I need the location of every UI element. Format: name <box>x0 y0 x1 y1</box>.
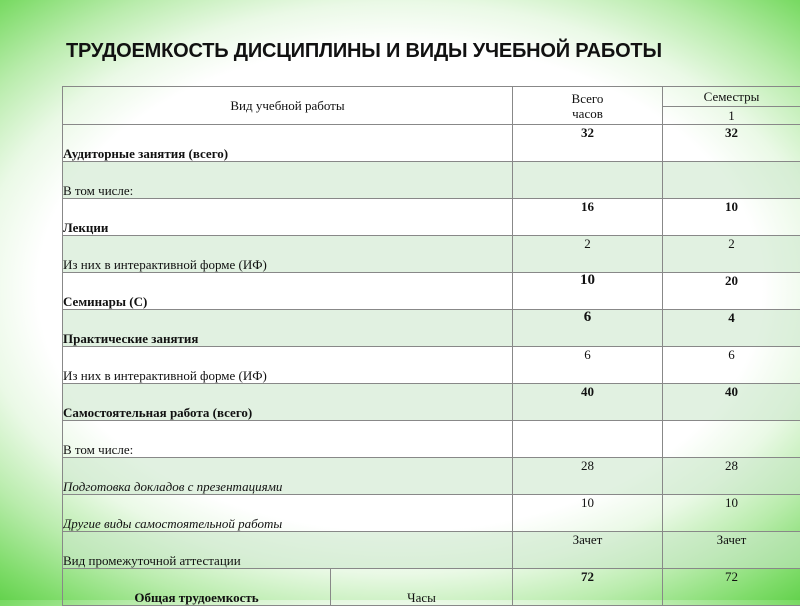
row-label: Лекции <box>63 199 513 236</box>
row-label: Практические занятия <box>63 310 513 347</box>
row-total: Зачет <box>513 532 663 569</box>
header-semesters: Семестры <box>663 87 800 107</box>
footer-label: Общая трудоемкость <box>63 569 331 606</box>
row-semester-1: 10 <box>663 495 800 532</box>
row-total: 6 <box>513 347 663 384</box>
row-total: 28 <box>513 458 663 495</box>
row-label: Из них в интерактивной форме (ИФ) <box>63 236 513 273</box>
row-total: 6 <box>513 310 663 347</box>
row-semester-1: 32 <box>663 125 800 162</box>
row-semester-1: 20 <box>663 273 800 310</box>
table-row <box>63 310 800 347</box>
row-label: В том числе: <box>63 162 513 199</box>
table-row <box>63 125 800 162</box>
row-semester-1: 2 <box>663 236 800 273</box>
row-semester-1: Зачет <box>663 532 800 569</box>
table-row <box>63 236 800 273</box>
row-total <box>513 421 663 458</box>
table-row <box>63 495 800 532</box>
table-row <box>63 458 800 495</box>
row-semester-1: 10 <box>663 199 800 236</box>
table-row <box>63 347 800 384</box>
footer-unit: Часы <box>331 569 513 606</box>
row-total: 2 <box>513 236 663 273</box>
row-total <box>513 162 663 199</box>
row-label: Вид промежуточной аттестации <box>63 532 513 569</box>
row-semester-1: 6 <box>663 347 800 384</box>
footer-semester-1: 72 <box>663 569 800 606</box>
row-label: Аудиторные занятия (всего) <box>63 125 513 162</box>
table-row <box>63 162 800 199</box>
table-row <box>63 384 800 421</box>
row-semester-1: 28 <box>663 458 800 495</box>
header-type-of-work: Вид учебной работы <box>63 87 513 125</box>
table-row <box>63 532 800 569</box>
table-row <box>63 273 800 310</box>
row-semester-1 <box>663 421 800 458</box>
row-total: 10 <box>513 495 663 532</box>
row-label: Из них в интерактивной форме (ИФ) <box>63 347 513 384</box>
workload-table <box>62 86 800 606</box>
table-row <box>63 421 800 458</box>
row-semester-1 <box>663 162 800 199</box>
table-row <box>63 199 800 236</box>
header-total-hours: Всего часов <box>513 87 663 125</box>
row-total: 16 <box>513 199 663 236</box>
row-label: Другие виды самостоятельной работы <box>63 495 513 532</box>
row-label: В том числе: <box>63 421 513 458</box>
row-total: 10 <box>513 273 663 310</box>
footer-total: 72 <box>513 569 663 606</box>
header-semester-1: 1 <box>663 107 800 125</box>
row-label: Семинары (С) <box>63 273 513 310</box>
row-semester-1: 4 <box>663 310 800 347</box>
slide-title: ТРУДОЕМКОСТЬ ДИСЦИПЛИНЫ И ВИДЫ УЧЕБНОЙ РАБОТЫ <box>66 40 662 63</box>
row-total: 40 <box>513 384 663 421</box>
row-semester-1: 40 <box>663 384 800 421</box>
row-label: Самостоятельная работа (всего) <box>63 384 513 421</box>
row-label: Подготовка докладов с презентациями <box>63 458 513 495</box>
row-total: 32 <box>513 125 663 162</box>
header-row <box>63 87 800 107</box>
